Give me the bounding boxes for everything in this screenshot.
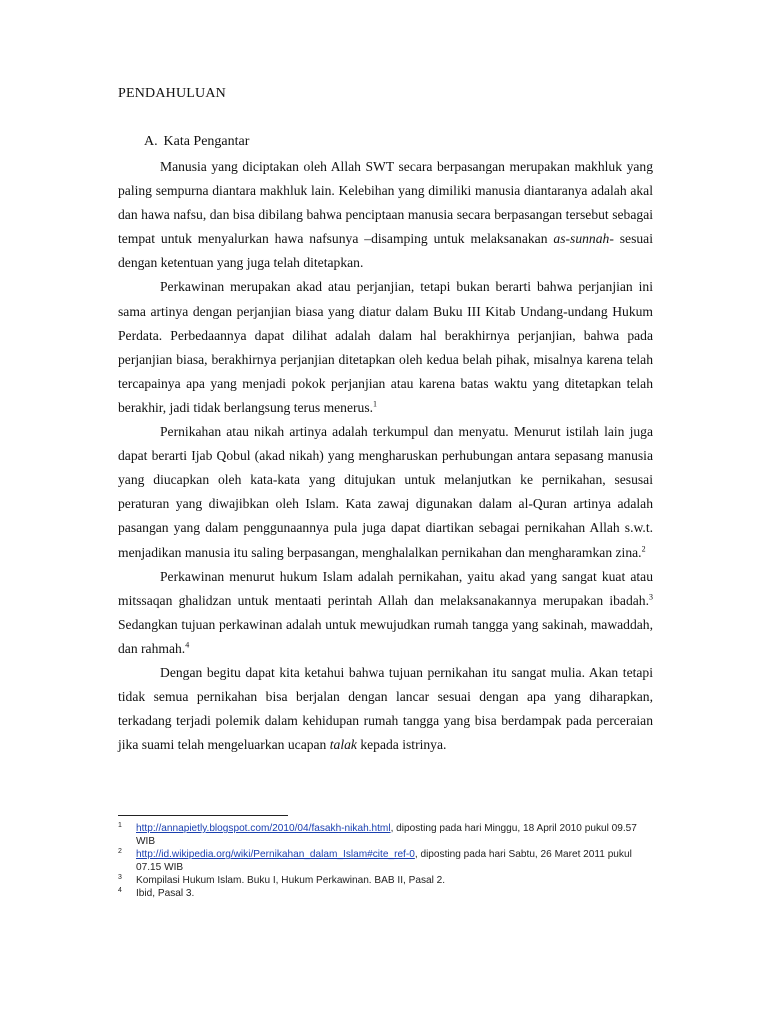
footnote-ref[interactable]: 3	[649, 592, 653, 602]
footnote-number: 1	[118, 822, 122, 829]
body-text	[118, 155, 653, 757]
paragraph-text: Perkawinan menurut hukum Islam adalah pernikahan, yaitu akad yang sangat kuat atau mitssaqan ghalidzan untuk mentaati perintah Allah dan melaksanakannya merupakan ibadah.	[118, 568, 653, 608]
footnote-number: 4	[118, 887, 122, 895]
footnote	[118, 874, 658, 887]
footnote-ref[interactable]: 4	[185, 640, 190, 650]
footnote	[118, 887, 658, 900]
paragraph-text: Dengan begitu dapat kita ketahui bahwa tujuan pernikahan itu sangat mulia. Akan tetapi tidak semua pernikahan bisa berjalan dengan lancar sesuai dengan apa yang diharapkan, terkadang terjadi polemik dalam kehidupan rumah tangga yang bisa berdampak pada perceraian jika suami telah mengeluarkan ucapan	[118, 664, 653, 753]
footnote-ref[interactable]: 2	[641, 543, 646, 553]
footnotes	[118, 822, 658, 901]
italic-term: talak	[329, 737, 357, 753]
paragraph	[118, 155, 653, 275]
paragraph	[118, 565, 653, 661]
paragraph	[118, 275, 653, 420]
footnote-link[interactable]: http://id.wikipedia.org/wiki/Pernikahan_dalam_Islam#cite_ref-0	[136, 849, 415, 861]
footnote-link[interactable]: http://annapietly.blogspot.com/2010/04/fasakh-nikah.html	[136, 823, 391, 834]
footnote-text: Kompilasi Hukum Islam. Buku I, Hukum Perkawinan. BAB II, Pasal 2.	[136, 875, 446, 887]
paragraph	[118, 661, 653, 757]
paragraph-text: Sedangkan tujuan perkawinan adalah untuk mewujudkan rumah tangga yang sakinah, mawaddah, dan rahmah.	[118, 616, 653, 656]
paragraph-text: Pernikahan atau nikah artinya adalah terkumpul dan menyatu. Menurut istilah lain juga dapat berarti Ijab Qobul (akad nikah) yang mengharuskan perhubungan antara sepasang manusia yang diucapkan oleh kata-kata yang ditujukan untuk melanjutkan ke pernikahan, sesusai peraturan yang diwajibkan oleh Islam. Kata zawaj digunakan dalam al-Quran artinya adalah pasangan yang dalam penggunaannya pula juga dapat diartikan sebagai pernikahan Allah s.w.t. menjadikan manusia itu saling berpasangan, menghalalkan pernikahan dan mengharamkan zina.	[118, 424, 653, 560]
footnote	[118, 848, 658, 874]
footnote-text: , diposting pada hari Sabtu, 26 Maret 2011 pukul 07.15 WIB	[136, 849, 632, 874]
footnote-number: 2	[118, 848, 122, 856]
paragraph	[118, 420, 653, 565]
section-heading	[144, 134, 249, 150]
section-label: Kata Pengantar	[163, 134, 250, 149]
section-number: A.	[144, 134, 158, 149]
paragraph-text: - sesuai dengan ketentuan yang juga telah ditetapkan.	[118, 231, 653, 271]
footnote-number: 3	[118, 874, 122, 882]
paragraph-text: kepada istrinya.	[356, 737, 447, 753]
paragraph-text: Manusia yang diciptakan oleh Allah SWT secara berpasangan merupakan makhluk yang paling sempurna diantara makhluk lain. Kelebihan yang dimiliki manusia diantaranya adalah akal dan hawa nafsu, dan bisa dibilang bahwa penciptaan manusia secara berpasangan tersebut sebagai tempat untuk menyalurkan hawa nafsunya –disamping untuk melaksanakan	[118, 159, 653, 247]
footnote-text: , diposting pada hari Minggu, 18 April 2010 pukul 09.57 WIB	[136, 823, 637, 848]
footnote-ref[interactable]: 1	[373, 399, 378, 409]
paragraph-text: Perkawinan merupakan akad atau perjanjian, tetapi bukan berarti bahwa perjanjian ini sama artinya dengan perjanjian biasa yang diatur dalam Buku III Kitab Undang-undang Hukum Perdata. Perbedaannya dapat dilihat adalah dalam hal berakhirnya perjanjian, bahwa pada perjanjian biasa, berakhirnya perjanjian ditetapkan oleh kedua belah pihak, misalnya karena telah tercapainya apa yang menjadi pokok perjanjian atau karena batas waktu yang ditetapkan telah berakhir, jadi tidak berlangsung terus menerus.	[118, 279, 653, 415]
footnote	[118, 822, 658, 848]
italic-term: as-sunnah	[553, 231, 610, 247]
footnote-text: Ibid, Pasal 3.	[136, 888, 195, 900]
footnote-divider	[118, 815, 288, 816]
page-title: PENDAHULUAN	[118, 86, 226, 101]
